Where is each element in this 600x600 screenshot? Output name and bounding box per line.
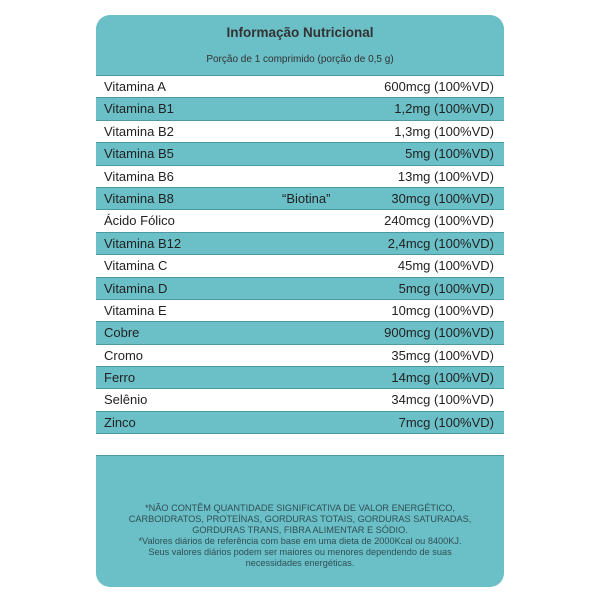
nutrient-name: Vitamina C	[104, 258, 168, 274]
nutrient-row	[96, 299, 504, 321]
nutrient-value: 30mcg (100%VD)	[391, 190, 494, 206]
footnote-line: CARBOIDRATOS, PROTEÍNAS, GORDURAS TOTAIS, GORDURAS SATURADAS,	[128, 514, 472, 524]
nutrient-row	[96, 97, 504, 119]
nutrient-row	[96, 75, 504, 97]
nutrient-name: Vitamina B8	[104, 190, 174, 206]
nutrient-value: 7mcg (100%VD)	[398, 414, 494, 430]
nutrient-value: 1,3mg (100%VD)	[394, 123, 494, 139]
nutrient-value: 240mcg (100%VD)	[384, 213, 494, 229]
nutrient-value: 1,2mg (100%VD)	[394, 101, 494, 117]
nutrient-note: “Biotina”	[282, 190, 331, 206]
nutrient-name: Vitamina D	[104, 280, 168, 296]
nutrient-name: Ácido Fólico	[104, 213, 175, 229]
nutrient-name: Vitamina B2	[104, 123, 174, 139]
nutrient-row	[96, 187, 504, 209]
nutrient-row	[96, 277, 504, 299]
footnote	[110, 503, 490, 569]
nutrient-value: 5mcg (100%VD)	[398, 280, 494, 296]
nutrient-row	[96, 321, 504, 343]
nutrient-name: Vitamina B6	[104, 168, 174, 184]
nutrient-value: 35mcg (100%VD)	[391, 347, 494, 363]
footnote-line: GORDURAS TRANS, FIBRA ALIMENTAR E SÓDIO.	[192, 525, 408, 535]
nutrient-name: Vitamina B1	[104, 101, 174, 117]
nutrient-name: Cromo	[104, 347, 144, 363]
nutrient-value: 13mg (100%VD)	[397, 168, 494, 184]
nutrient-name: Zinco	[104, 414, 136, 430]
nutrient-name: Vitamina A	[104, 79, 166, 94]
nutrient-row	[96, 411, 504, 433]
footnote-line: Seus valores diários podem ser maiores ou menores dependendo de suas	[148, 547, 452, 557]
nutrient-name: Vitamina E	[104, 302, 167, 318]
nutrition-title: Informação Nutricional	[226, 25, 374, 40]
nutrient-name: Vitamina B5	[104, 146, 174, 162]
nutrient-row	[96, 254, 504, 276]
nutrient-value: 10mcg (100%VD)	[391, 302, 494, 318]
nutrient-name: Ferro	[104, 370, 136, 386]
footnote-line: *NÃO CONTÊM QUANTIDADE SIGNIFICATIVA DE VALOR ENERGÉTICO,	[145, 503, 455, 513]
nutrient-value: 5mg (100%VD)	[405, 146, 494, 162]
nutrient-row	[96, 142, 504, 164]
nutrient-row	[96, 388, 504, 410]
nutrient-row	[96, 209, 504, 231]
footnote-line: *Valores diários de referência com base em uma dieta de 2000Kcal ou 8400KJ.	[138, 536, 462, 546]
nutrient-value: 45mg (100%VD)	[397, 258, 494, 274]
empty-row	[96, 433, 504, 456]
nutrient-value: 600mcg (100%VD)	[384, 79, 494, 94]
nutrient-value: 14mcg (100%VD)	[391, 370, 494, 386]
nutrient-value: 2,4mcg (100%VD)	[387, 235, 494, 251]
nutrient-name: Vitamina B12	[104, 235, 182, 251]
footnote-line: necessidades energéticas.	[245, 558, 355, 568]
nutrient-row	[96, 120, 504, 142]
nutrient-value: 900mcg (100%VD)	[384, 325, 494, 341]
nutrient-row	[96, 366, 504, 388]
nutrient-table	[96, 75, 504, 456]
nutrient-name: Selênio	[104, 392, 148, 408]
nutrient-value: 34mcg (100%VD)	[391, 392, 494, 408]
nutrient-name: Cobre	[104, 325, 140, 341]
nutrient-row	[96, 344, 504, 366]
nutrient-row	[96, 232, 504, 254]
nutrient-row	[96, 165, 504, 187]
serving-size: Porção de 1 comprimido (porção de 0,5 g)	[206, 54, 394, 65]
nutrition-facts-card	[96, 15, 504, 587]
